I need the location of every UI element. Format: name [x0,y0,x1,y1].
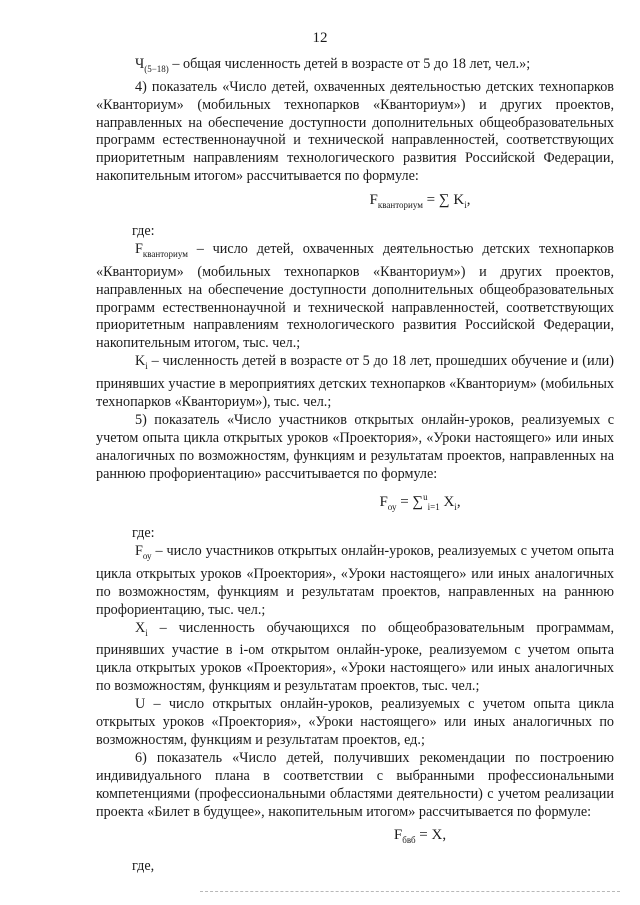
item-6-paragraph: 6) показатель «Число детей, получивших рекомендации по построению индивидуального плана в соответствии с выбранными профессиональными компетенциями (профессиональными областями деятельности) с учетом реализации проекта «Билет в будущее», накопительным итогом» рассчитывается по формуле: [96,749,614,820]
item-4-paragraph: 4) показатель «Число детей, охваченных деятельностью детских технопарков «Кванториум» (мобильных технопарков «Кванториум») и других проектов, направленных на обеспечение доступности дополнительных общеобразовательных программ естественнонаучной и технической направленностей, соответствующих приоритетным направлениям технологического развития Российской Федерации, накопительным итогом» рассчитывается по формуле: [96,78,614,185]
item-5-paragraph: 5) показатель «Число участников открытых онлайн-уроков, реализуемых с учетом опыта цикла открытых уроков «Проектория», «Уроки настоящего» или иных аналогичных по возможностям, функциям и результатам проектов, направленных на раннюю профориентацию» рассчитывается по формуле: [96,411,614,482]
document-body [96,56,614,876]
where-label-1: где: [132,223,155,240]
page-number: 12 [312,30,328,46]
f-oy-definition: $F_{оу}$ – число участников открытых онлайн-уроков, реализуемых с учетом опыта цикла открытых уроков «Проектория», «Уроки настоящего» или иных аналогичных по возможностям, функциям и результатам проектов, направленных на раннюю профориентацию, тыс. чел.; [96,543,614,618]
u-definition: U – число открытых онлайн-уроков, реализуемых с учетом опыта цикла открытых уроков «Проектория», «Уроки настоящего» или иных аналогичных по возможностям, функциям и результатам проектов, ед.; [96,696,614,748]
footer-divider [200,891,620,892]
chi-definition: $Ч_{(5-18)}$ – общая численность детей в возрасте от 5 до 18 лет, чел.»; [135,56,531,74]
formula-kvantorium: $F_{кванториум}$ = ∑ $K_i$, [369,192,471,211]
formula-online-lessons: $F_{оу} = \sum^u_{i=1}$ $X_i$, [379,492,461,513]
f-kvantorium-definition: $F_{кванториум}$ – число детей, охваченных деятельностью детских технопарков «Кванториум» (мобильных технопарков «Кванториум») и других проектов, направленных на обеспечение доступности дополнительных общеобразовательных программ естественнонаучной и технической направленностей, соответствующих приоритетным направлениям технологического развития Российской Федерации, накопительным итогом, тыс. чел.; [96,240,614,352]
where-label-3: где, [132,858,155,875]
formula-bilet-v-budushchee: $F_{бвб} = X$, [393,827,447,846]
ki-definition: $K_i$ – численность детей в возрасте от 5 до 18 лет, прошедших обучение и (или) принявших участие в мероприятиях детских технопарков «Кванториум» (мобильных технопарков «Кванториум»), тыс. чел.; [96,353,614,410]
xi-definition: $X_i$ – численность обучающихся по общеобразовательным программам, принявших участие в i-ом открытом онлайн-уроке, реализуемом с учетом опыта цикла открытых уроков «Проектория», «Уроки настоящего» или иных аналогичных по возможностям, функциям и результатам проектов, тыс. чел.; [96,619,614,695]
where-label-2: где: [132,525,155,542]
